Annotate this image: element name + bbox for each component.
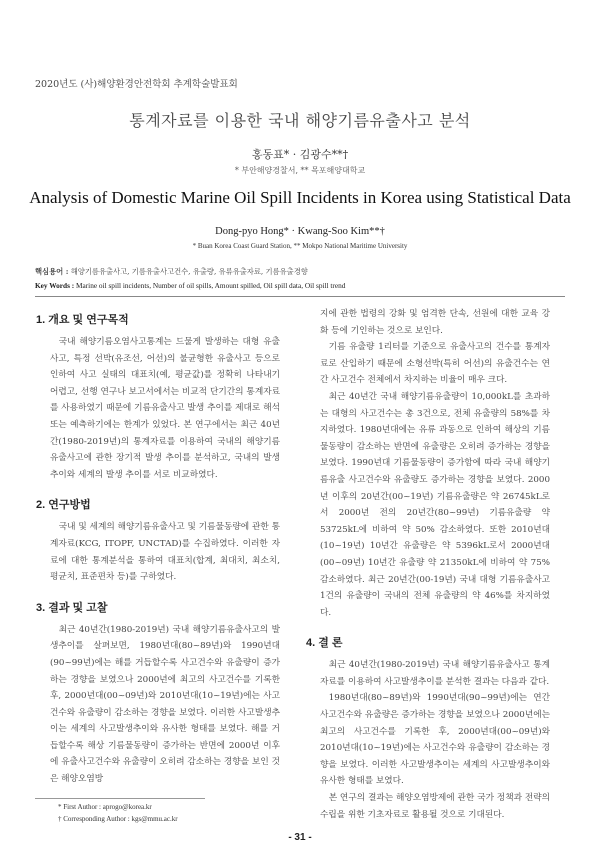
section-2-paragraph: 국내 및 세계의 해양기름유출사고 및 기름물동량에 관한 통계자료(KCG, ITOPF, UNCTAD)를 수집하였다. 이러한 자료에 대한 통계분석을 통하여 대표치(합계, 최대치, 최소치, 평균치, 표준편차 등)를 구하였다. (50, 522, 280, 583)
section-4-paragraph-1: 최근 40년간(1980-2019년) 국내 해양기름유출사고 통계자료를 이용하여 사고발생추이를 분석한 결과는 다음과 같다. (320, 660, 550, 687)
keywords-english-text: Marine oil spill incidents, Number of oil spills, Amount spilled, Oil spill data, Oil spill trend (74, 281, 346, 290)
affiliation-korean: * 부안해양경찰서, ** 목포해양대학교 (234, 166, 366, 175)
title-english: Analysis of Domestic Marine Oil Spill Incidents in Korea using Statistical Data (29, 188, 571, 207)
right-column (306, 306, 550, 823)
conference-header: 2020년도 (사)해양환경안전학회 추계학술발표회 (35, 79, 238, 90)
section-4-paragraph-2: 1980년대(80~89년)와 1990년대(90~99년)에는 연간 사고건수와 유출량은 증가하는 경향을 보였으나 2000년에는 최고의 사고건수를 기록한 후, 2000년대(00~09년)와 2010년대(10~19년)에는 사고건수와 유출량이 감소하는 경향을 보였다. 이러한 사고발생추이는 세계의 사고발생추이와 유사한 형태를 보였다. (320, 693, 550, 787)
section-1-paragraph: 국내 해양기름오염사고통계는 드물게 발생하는 대형 유출사고, 특정 선박(유조선, 어선)의 불균형한 유출사고 등으로 인하여 사고 실태의 대표치(예, 평균값)를 정확히 나타내기 어렵고, 선행 연구나 보고서에서는 비교적 단기간의 통계자료를 사용하였기 때문에 기름유출사고 발생 추이를 제대로 해석 또는 예측하기에는 한계가 있었다. 본 연구에서는 최근 40년간(1980-2019년)의 통계자료를 이용하여 국내의 해양기름유출사고에 관한 장기적 발생 추이를 분석하고, 국내의 발생 추이와 세계의 발생 추이를 서로 비교하였다. (50, 337, 280, 480)
title-korean: 통계자료를 이용한 국내 해양기름유출사고 분석 (129, 111, 471, 130)
section-1-heading: 1. 개요 및 연구목적 (36, 314, 129, 326)
footnote-first-author: * First Author : aprogo@korea.kr (58, 803, 152, 811)
section-4-paragraph-3: 본 연구의 결과는 해양오염방제에 관한 국가 정책과 전략의 수립을 위한 기초자료로 활용될 것으로 기대된다. (320, 793, 550, 820)
section-4-heading: 4. 결 론 (306, 637, 343, 650)
authors-english: Dong-pyo Hong* · Kwang-Soo Kim**† (215, 226, 385, 237)
footnote-divider (35, 798, 205, 799)
keywords-korean (35, 267, 308, 277)
section-3-paragraph-2: 지에 관한 법령의 강화 및 엄격한 단속, 선원에 대한 교육 강화 등에 기인하는 것으로 보인다. (320, 309, 550, 336)
left-column (36, 306, 280, 788)
keywords-english (35, 281, 345, 290)
authors-korean: 홍동표* · 김광수**† (251, 148, 349, 161)
keywords-korean-text: 해양기름유출사고, 기름유출사고건수, 유출량, 유류유출자료, 기름유출경향 (68, 267, 308, 276)
header-divider (35, 296, 565, 297)
section-3-paragraph-3: 기름 유출량 1리터를 기준으로 유출사고의 건수를 통계자료로 산입하기 때문에 소형선박(특히 어선)의 유출건수는 연간 사고건수 전체에서 차지하는 비율이 매우 크다. (320, 342, 550, 386)
section-3-heading: 3. 결과 및 고찰 (36, 601, 108, 614)
affiliation-english: * Buan Korea Coast Guard Station, ** Mokpo National Maritime University (192, 242, 408, 250)
keywords-korean-label: 핵심용어 : (35, 267, 69, 276)
keywords-english-label: Key Words : (35, 281, 75, 290)
section-3-paragraph-4: 최근 40년간 국내 해양기름유출량이 10,000kL를 초과하는 대형의 사고건수는 총 3건으로, 전체 유출량의 58%를 차지하였다. 1980년대에는 유류 과동으로 인하여 해상의 기름물동량이 감소하는 반면에 유출량은 오히려 증가하는 경향을 보였다. 1990년대 기름물동량이 증가함에 따라 국내 해양기름유출 사고건수와 유출량도 증가하는 경향을 보였다. 2000년 이후의 20년간(00~19년) 기름유출량은 약 26745kL로서 2000년 전의 20년간(80~99년) 기름유출량 약 53725kL에 비하여 약 50% 감소하였다. 또한 2010년대(10~19년) 10년간 유출량은 약 5396kL로서 2000년대(00~09년) 10년간 유출량 약 21350kL에 비하여 약 75% 감소하였다. 최근 20년간(00-19년) 국내 대형 기름유출사고 1건의 유출량이 국내의 전체 유출량의 약 46%를 차지하였다. (320, 391, 550, 618)
section-3-paragraph-1: 최근 40년간(1980-2019년) 국내 해양기름유출사고의 발생추이를 살펴보면, 1980년대(80~89년)와 1990년대(90~99년)에는 해를 거듭할수록 사고건수와 유출량이 증가하는 경향을 보였으나 2000년에 최고의 사고건수를 기록한 후, 2000년대(00~09년)와 2010년대(10~19년)에는 사고건수와 유출량이 감소하는 경향을 보였다. 이러한 사고발생추이는 세계의 사고발생추이와 유사한 형태를 보였다. 해를 거듭할수록 해상 기름물동량이 증가하는 반면에 2000년 이후에 유출사고건수와 유출량이 오히려 감소하는 경향을 보인 것은 해양오염방 (50, 624, 280, 785)
section-2-heading: 2. 연구방법 (36, 499, 91, 512)
footnote-corresponding-author: † Corresponding Author : kgs@mmu.ac.kr (58, 815, 178, 823)
page-number: - 31 - (288, 832, 312, 843)
